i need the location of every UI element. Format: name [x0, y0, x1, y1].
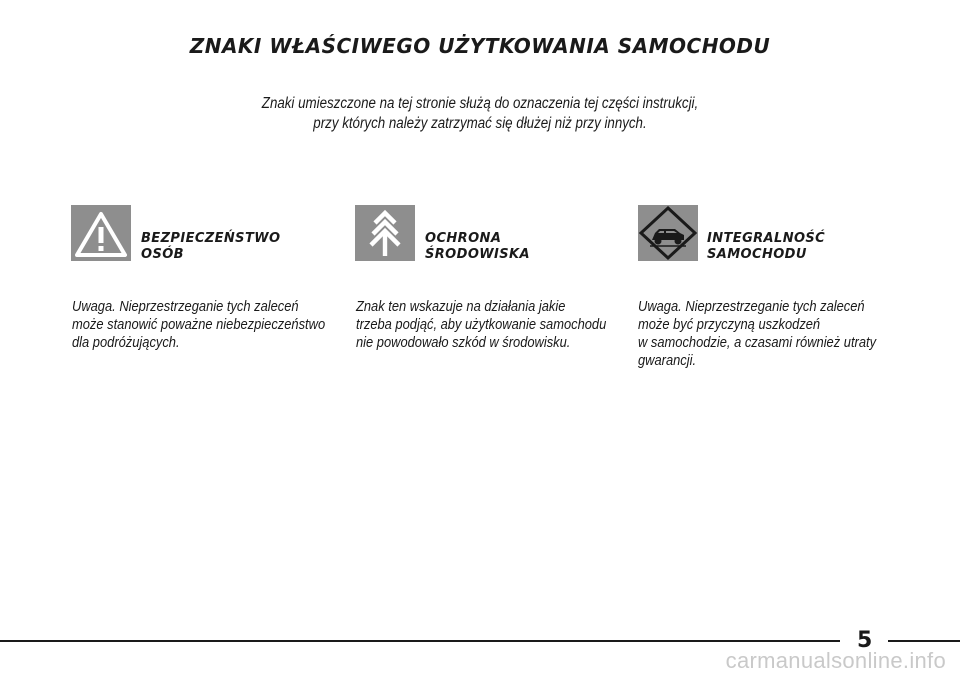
page-title: ZNAKI WŁAŚCIWEGO UŻYTKOWANIA SAMOCHODU [189, 34, 771, 58]
description-line: może być przyczyną uszkodzeń [638, 316, 821, 333]
symbol-description-environment [356, 298, 605, 352]
description-line: trzeba podjąć, aby użytkowanie samochodu [356, 316, 607, 333]
watermark: carmanualsonline.info [725, 648, 946, 673]
description-line: dla podróżujących. [72, 334, 180, 351]
description-line: może stanowić poważne niebezpieczeństwo [72, 316, 326, 333]
description-line: Znak ten wskazuje na działania jakie [356, 298, 566, 315]
description-line: gwarancji. [638, 352, 697, 369]
heading-line: SAMOCHODU [707, 247, 807, 262]
symbol-description-people-safety [72, 298, 326, 352]
car-warning-icon [638, 205, 698, 261]
heading-line: OCHRONA [425, 231, 502, 246]
page-number: 5 [857, 628, 873, 653]
description-line: nie powodowało szkód w środowisku. [356, 334, 571, 351]
intro-paragraph [67, 94, 893, 134]
description-line: Uwaga. Nieprzestrzeganie tych zaleceń [638, 298, 865, 315]
symbol-description-vehicle-integrity [638, 298, 887, 370]
warning-triangle-icon [71, 205, 131, 261]
heading-line: BEZPIECZEŃSTWO [141, 231, 281, 246]
heading-line: OSÓB [141, 247, 184, 262]
intro-line: przy których należy zatrzymać się dłużej niż przy innych. [313, 115, 647, 132]
symbol-heading-people-safety [141, 231, 280, 263]
description-line: w samochodzie, a czasami również utraty [638, 334, 877, 351]
heading-line: INTEGRALNOŚĆ [707, 231, 826, 246]
symbol-heading-vehicle-integrity [707, 231, 825, 263]
intro-line: Znaki umieszczone na tej stronie służą do oznaczenia tej części instrukcji, [261, 95, 699, 112]
footer-rule-left [0, 640, 840, 642]
heading-line: ŚRODOWISKA [425, 247, 530, 262]
tree-icon [355, 205, 415, 261]
footer-rule-right [888, 640, 960, 642]
symbol-heading-environment [425, 231, 530, 263]
description-line: Uwaga. Nieprzestrzeganie tych zaleceń [72, 298, 299, 315]
